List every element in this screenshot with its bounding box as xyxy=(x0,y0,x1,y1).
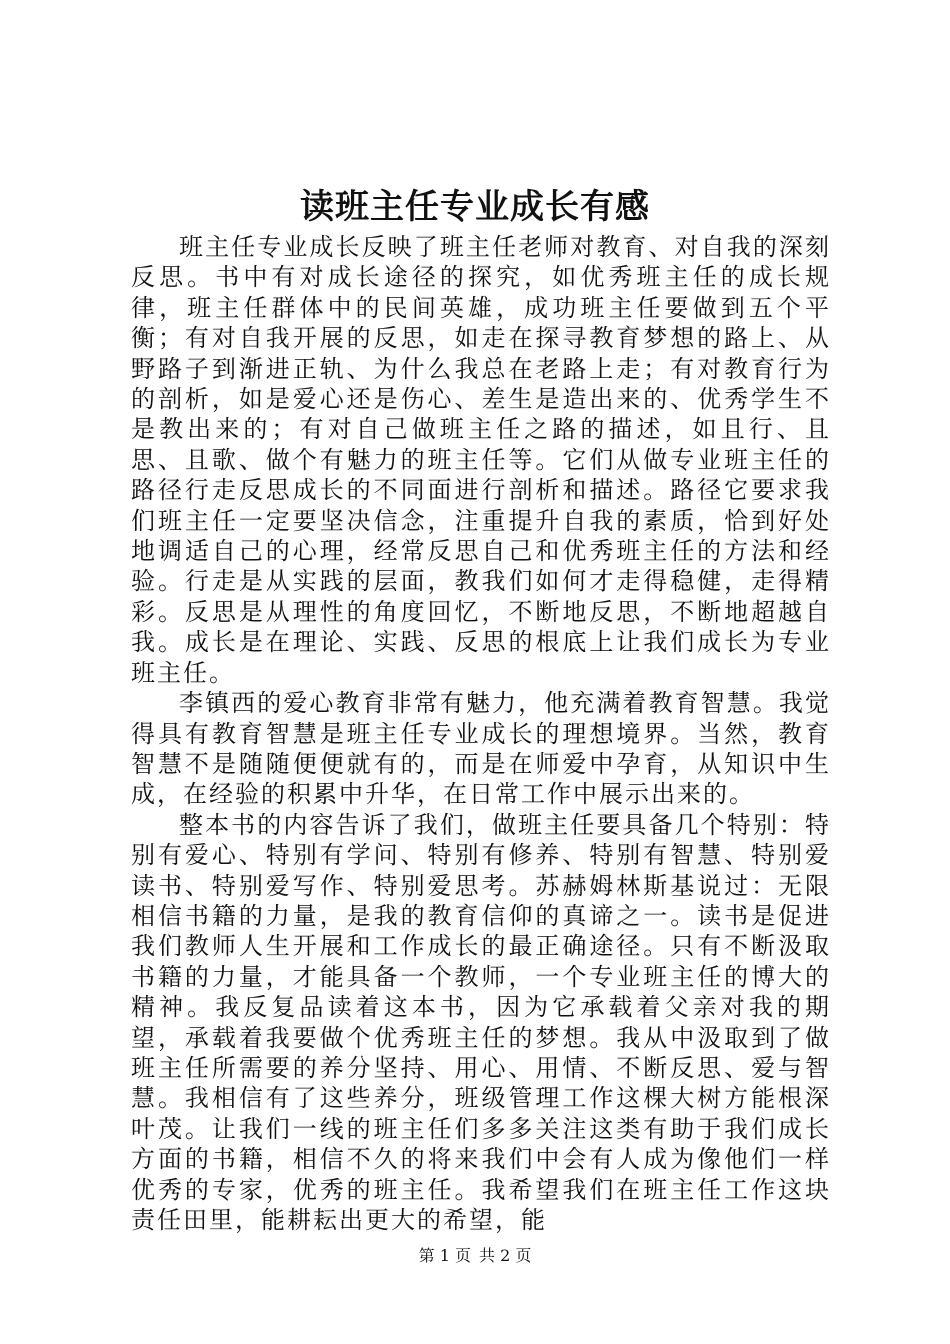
paragraph-2: 李镇西的爱心教育非常有魅力，他充满着教育智慧。我觉得具有教育智慧是班主任专业成长的理想境界。当然，教育智慧不是随随便便就有的，而是在师爱中孕育，从知识中生成，在经验的积累中升华，在日常工作中展示出来的。 xyxy=(131,689,831,809)
page-number: 第 1 页 xyxy=(418,1246,471,1265)
page-footer xyxy=(0,1245,950,1267)
page-total: 共 2 页 xyxy=(479,1246,532,1265)
paragraph-3: 整本书的内容告诉了我们，做班主任要具备几个特别：特别有爱心、特别有学问、特别有修养、特别有智慧、特别爱读书、特别爱写作、特别爱思考。苏赫姆林斯基说过：无限相信书籍的力量，是我的教育信仰的真谛之一。读书是促进我们教师人生开展和工作成长的最正确途径。只有不断汲取书籍的力量，才能具备一个教师，一个专业班主任的博大的精神。我反复品读着这本书，因为它承载着父亲对我的期望，承载着我要做个优秀班主任的梦想。我从中汲取到了做班主任所需要的养分坚持、用心、用情、不断反思、爱与智慧。我相信有了这些养分，班级管理工作这棵大树方能根深叶茂。让我们一线的班主任们多多关注这类有助于我们成长方面的书籍，相信不久的将来我们中会有人成为像他们一样优秀的专家，优秀的班主任。我希望我们在班主任工作这块责任田里，能耕耘出更大的希望，能 xyxy=(131,810,831,1234)
document-title: 读班主任专业成长有感 xyxy=(300,187,650,227)
document-body xyxy=(131,232,831,1235)
paragraph-1: 班主任专业成长反映了班主任老师对教育、对自我的深刻反思。书中有对成长途径的探究，如优秀班主任的成长规律，班主任群体中的民间英雄，成功班主任要做到五个平衡；有对自我开展的反思，如走在探寻教育梦想的路上、从野路子到渐进正轨、为什么我总在老路上走；有对教育行为的剖析，如是爱心还是伤心、差生是造出来的、优秀学生不是教出来的；有对自己做班主任之路的描述，如且行、且思、且歌、做个有魅力的班主任等。它们从做专业班主任的路径行走反思成长的不同面进行剖析和描述。路径它要求我们班主任一定要坚决信念，注重提升自我的素质，恰到好处地调适自己的心理，经常反思自己和优秀班主任的方法和经验。行走是从实践的层面，教我们如何才走得稳健，走得精彩。反思是从理性的角度回忆，不断地反思，不断地超越自我。成长是在理论、实践、反思的根底上让我们成长为专业班主任。 xyxy=(131,233,831,687)
